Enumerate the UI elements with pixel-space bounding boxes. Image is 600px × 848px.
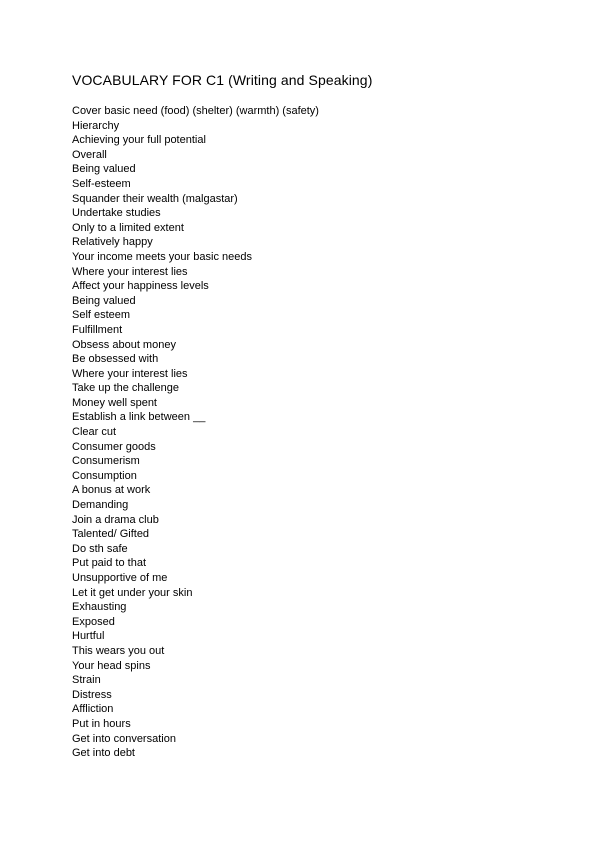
vocabulary-item: Put paid to that	[72, 557, 146, 570]
vocabulary-item: Join a drama club	[72, 513, 159, 526]
vocabulary-item: Money well spent	[72, 396, 157, 409]
vocabulary-item: Consumerism	[72, 455, 140, 468]
vocabulary-item: Only to a limited extent	[72, 221, 184, 234]
vocabulary-item: Clear cut	[72, 426, 117, 439]
vocabulary-list	[72, 104, 319, 761]
vocabulary-item: Being valued	[72, 163, 136, 176]
vocabulary-item: Get into conversation	[72, 732, 176, 745]
vocabulary-item: Affliction	[72, 703, 114, 716]
vocabulary-item: Your income meets your basic needs	[72, 250, 252, 263]
vocabulary-item: Hierarchy	[72, 119, 120, 132]
vocabulary-item: Your head spins	[72, 659, 151, 672]
vocabulary-item: Consumption	[72, 469, 137, 482]
vocabulary-item: Let it get under your skin	[72, 586, 193, 599]
vocabulary-item: Take up the challenge	[72, 382, 180, 395]
vocabulary-item: Affect your happiness levels	[72, 280, 209, 293]
vocabulary-item: Unsupportive of me	[72, 572, 168, 584]
vocabulary-item: Be obsessed with	[72, 353, 159, 366]
vocabulary-item: Being valued	[72, 294, 136, 307]
vocabulary-item: This wears you out	[72, 644, 165, 657]
vocabulary-item: Distress	[72, 688, 112, 701]
vocabulary-item: Hurtful	[72, 630, 105, 643]
vocabulary-item: Overall	[72, 148, 107, 161]
vocabulary-item: Where your interest lies	[72, 367, 188, 380]
vocabulary-item: Put in hours	[72, 717, 131, 730]
vocabulary-item: Do sth safe	[72, 542, 128, 555]
document-title: VOCABULARY FOR C1 (Writing and Speaking)	[72, 72, 373, 88]
vocabulary-item: Obsess about money	[72, 338, 176, 351]
vocabulary-item: Exposed	[72, 615, 115, 628]
vocabulary-item: Consumer goods	[72, 440, 156, 453]
vocabulary-item: Undertake studies	[72, 207, 161, 220]
vocabulary-item: Get into debt	[72, 747, 135, 760]
vocabulary-item: A bonus at work	[72, 484, 151, 497]
vocabulary-item: Achieving your full potential	[72, 134, 206, 147]
vocabulary-item: Talented/ Gifted	[72, 528, 150, 541]
vocabulary-item: Cover basic need (food) (shelter) (warmth) (safety)	[72, 105, 319, 117]
vocabulary-item: Exhausting	[72, 601, 127, 614]
vocabulary-item: Relatively happy	[72, 236, 153, 249]
vocabulary-item: Demanding	[72, 499, 129, 512]
vocabulary-item: Self esteem	[72, 309, 131, 322]
vocabulary-item: Self-esteem	[72, 177, 131, 190]
vocabulary-item: Fulfillment	[72, 323, 123, 336]
vocabulary-item: Establish a link between __	[72, 411, 206, 424]
vocabulary-item: Squander their wealth (malgastar)	[72, 192, 238, 205]
vocabulary-item: Strain	[72, 674, 101, 687]
vocabulary-item: Where your interest lies	[72, 265, 188, 278]
